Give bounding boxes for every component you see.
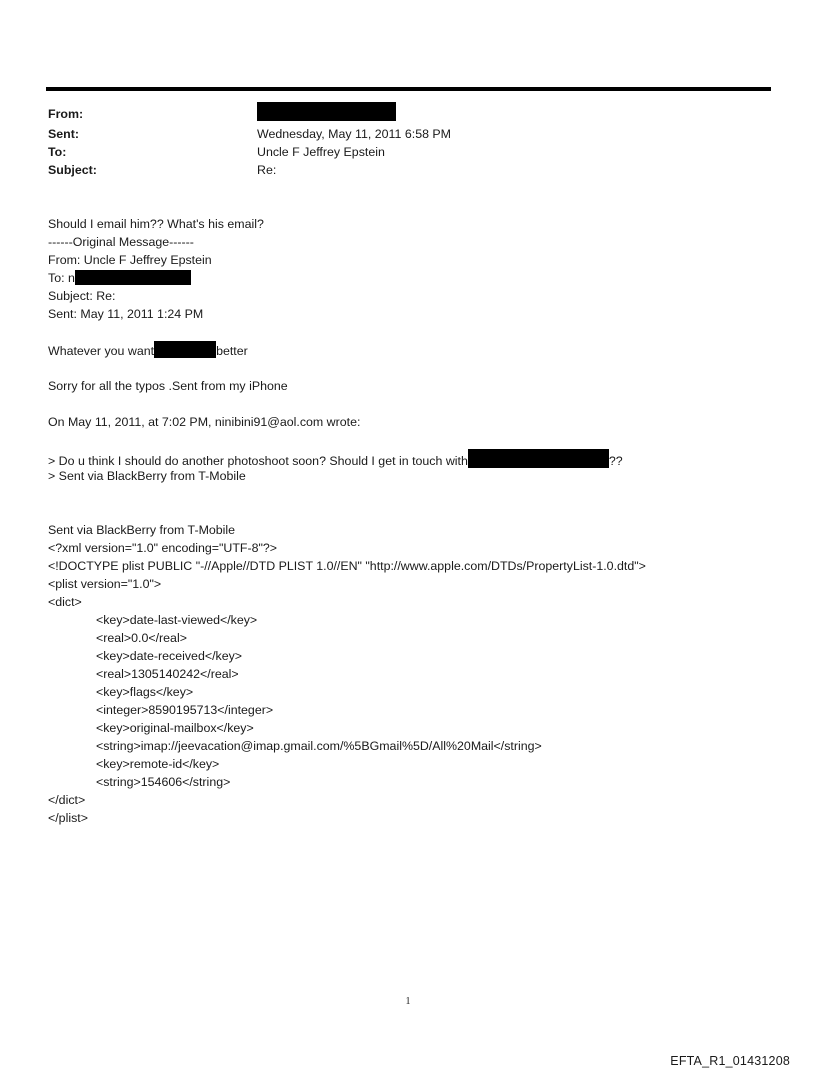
plist-entry: <key>date-received</key> xyxy=(96,649,243,663)
whatever-line: Whatever you want better xyxy=(48,341,788,359)
plist-entry: <integer>8590195713</integer> xyxy=(96,703,274,717)
plist-entry: <key>flags</key> xyxy=(96,685,194,699)
redaction-box xyxy=(468,449,609,468)
quote-line-1: > Do u think I should do another photoshoot soon? Should I get in touch with ?? xyxy=(48,449,788,467)
bates-number: EFTA_R1_01431208 xyxy=(670,1054,790,1068)
xml-declaration: <?xml version="1.0" encoding="UTF-8"?> xyxy=(48,541,278,555)
header-rule xyxy=(46,87,771,91)
plist-entry: <key>date-last-viewed</key> xyxy=(96,613,258,627)
original-to: To: n xyxy=(48,269,788,287)
redaction-box xyxy=(257,102,396,121)
from-label: From: xyxy=(48,107,84,121)
message-body xyxy=(48,215,788,827)
sent-label: Sent: xyxy=(48,127,79,141)
subject-label: Subject: xyxy=(48,163,97,177)
original-subject: Subject: Re: xyxy=(48,289,116,303)
plist-entry: <string>154606</string> xyxy=(96,775,231,789)
plist-entry: <real>1305140242</real> xyxy=(96,667,239,681)
original-sent: Sent: May 11, 2011 1:24 PM xyxy=(48,307,204,321)
to-label: To: xyxy=(48,145,67,159)
original-message-marker: ------Original Message------ xyxy=(48,235,194,249)
doctype-line: <!DOCTYPE plist PUBLIC "-//Apple//DTD PLIST 1.0//EN" "http://www.apple.com/DTDs/PropertyList-1.0.dtd"> xyxy=(48,559,646,573)
sent-value: Wednesday, May 11, 2011 6:58 PM xyxy=(257,127,452,141)
on-date-line: On May 11, 2011, at 7:02 PM, ninibini91@aol.com wrote: xyxy=(48,415,361,429)
to-value: Uncle F Jeffrey Epstein xyxy=(257,145,385,159)
plist-entry: <real>0.0</real> xyxy=(96,631,187,645)
quote-line-2: > Sent via BlackBerry from T-Mobile xyxy=(48,469,246,483)
sorry-line: Sorry for all the typos .Sent from my iPhone xyxy=(48,379,288,393)
dict-close: </dict> xyxy=(48,793,86,807)
redaction-box xyxy=(75,270,191,285)
plist-entry: <string>imap://jeevacation@imap.gmail.com/%5BGmail%5D/All%20Mail</string> xyxy=(96,739,542,753)
page-number: 1 xyxy=(405,996,411,1007)
reply-text: Should I email him?? What's his email? xyxy=(48,217,264,231)
subject-value: Re: xyxy=(257,163,277,177)
redaction-box xyxy=(154,341,216,358)
plist-entry: <key>original-mailbox</key> xyxy=(96,721,254,735)
plist-open: <plist version="1.0"> xyxy=(48,577,162,591)
sent-via-line: Sent via BlackBerry from T-Mobile xyxy=(48,523,236,537)
original-from: From: Uncle F Jeffrey Epstein xyxy=(48,253,212,267)
dict-open: <dict> xyxy=(48,595,82,609)
plist-entry: <key>remote-id</key> xyxy=(96,757,220,771)
plist-close: </plist> xyxy=(48,811,88,825)
